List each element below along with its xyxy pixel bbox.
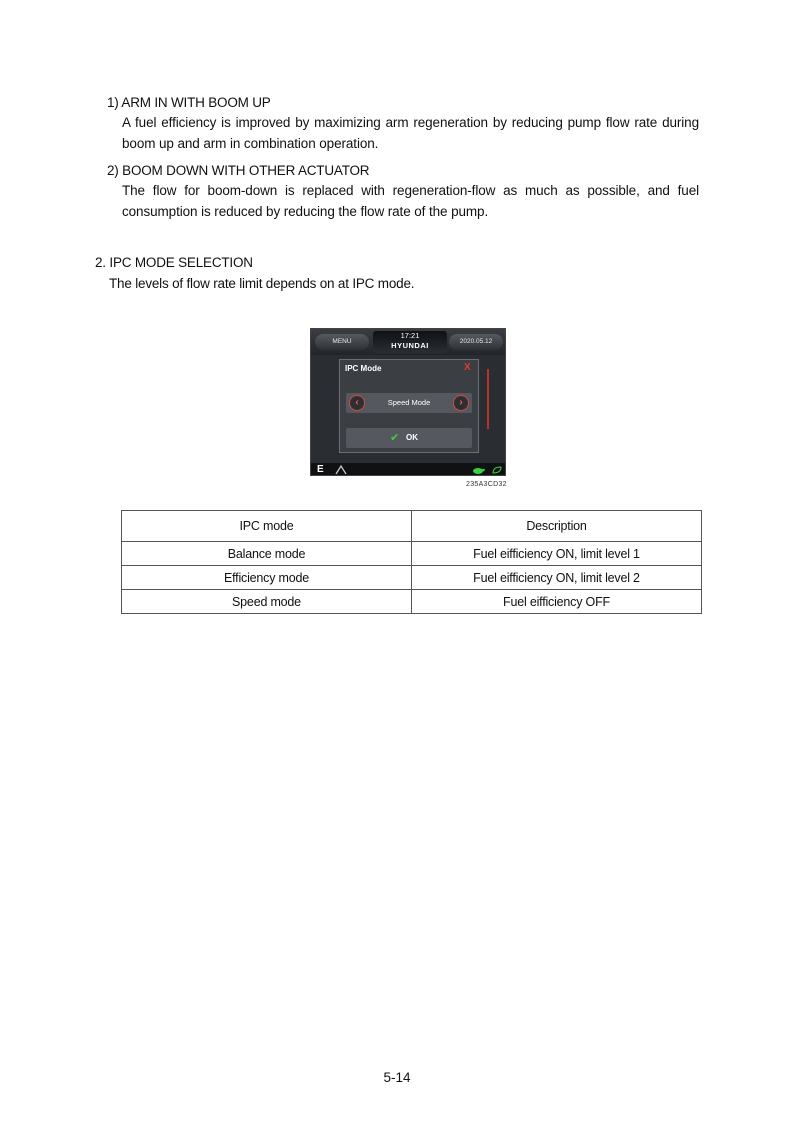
check-icon: ✔ (390, 432, 400, 444)
table-cell: Fuel eifficiency OFF (412, 590, 702, 614)
table-cell: Efficiency mode (122, 566, 412, 590)
item2-paragraph (122, 180, 699, 222)
clock-display (373, 331, 447, 353)
clock-time: 17:21 (400, 331, 420, 340)
close-icon[interactable]: X (464, 362, 471, 373)
table-cell: Speed mode (122, 590, 412, 614)
item1-text-line2: boom up and arm in combination operation. (122, 136, 379, 151)
item1-text-line1: A fuel efficiency is improved by maximizing arm regeneration by reducing pump flow rate during (122, 115, 699, 130)
mode-letter: E (317, 464, 324, 475)
table-row (122, 590, 702, 614)
page-number: 5-14 (383, 1070, 411, 1085)
dialog-title: IPC Mode (345, 364, 382, 373)
ok-label: OK (406, 433, 418, 442)
eco-icon (491, 465, 503, 475)
column-header: Description (412, 511, 702, 542)
table-cell: Balance mode (122, 542, 412, 566)
gauge-bar (487, 369, 489, 429)
turtle-icon (471, 465, 485, 475)
date-display: 2020.05.12 (449, 334, 503, 350)
table-row (122, 566, 702, 590)
item1-heading: 1) ARM IN WITH BOOM UP (107, 95, 271, 110)
menu-button[interactable]: MENU (315, 334, 369, 350)
ok-button[interactable] (346, 428, 472, 448)
chevron-left-icon[interactable]: ‹ (349, 395, 365, 411)
table-row (122, 542, 702, 566)
monitor-top-bar (311, 329, 506, 355)
ipc-mode-dialog (339, 359, 479, 453)
image-code: 235A3CD32 (466, 481, 507, 488)
mode-selector (346, 393, 472, 413)
chevron-right-icon[interactable]: › (453, 395, 469, 411)
section2-intro: The levels of flow rate limit depends on at IPC mode. (109, 276, 415, 291)
gauge-icon (335, 465, 347, 475)
table-cell: Fuel eifficiency ON, limit level 2 (412, 566, 702, 590)
item2-text-line2: consumption is reduced by reducing the flow rate of the pump. (122, 204, 489, 219)
ipc-mode-table (121, 510, 702, 614)
item2-heading: 2) BOOM DOWN WITH OTHER ACTUATOR (107, 163, 370, 178)
monitor-bottom-bar (311, 463, 506, 476)
column-header: IPC mode (122, 511, 412, 542)
brand-label: HYUNDAI (391, 341, 429, 350)
table-cell: Fuel eifficiency ON, limit level 1 (412, 542, 702, 566)
item1-paragraph (122, 112, 699, 154)
item2-text-line1: The flow for boom-down is replaced with regeneration-flow as much as possible, and fuel (122, 183, 699, 198)
section2-heading: 2. IPC MODE SELECTION (95, 255, 253, 270)
table-header-row (122, 511, 702, 542)
monitor-screenshot (310, 328, 506, 476)
selected-mode: Speed Mode (387, 398, 431, 407)
